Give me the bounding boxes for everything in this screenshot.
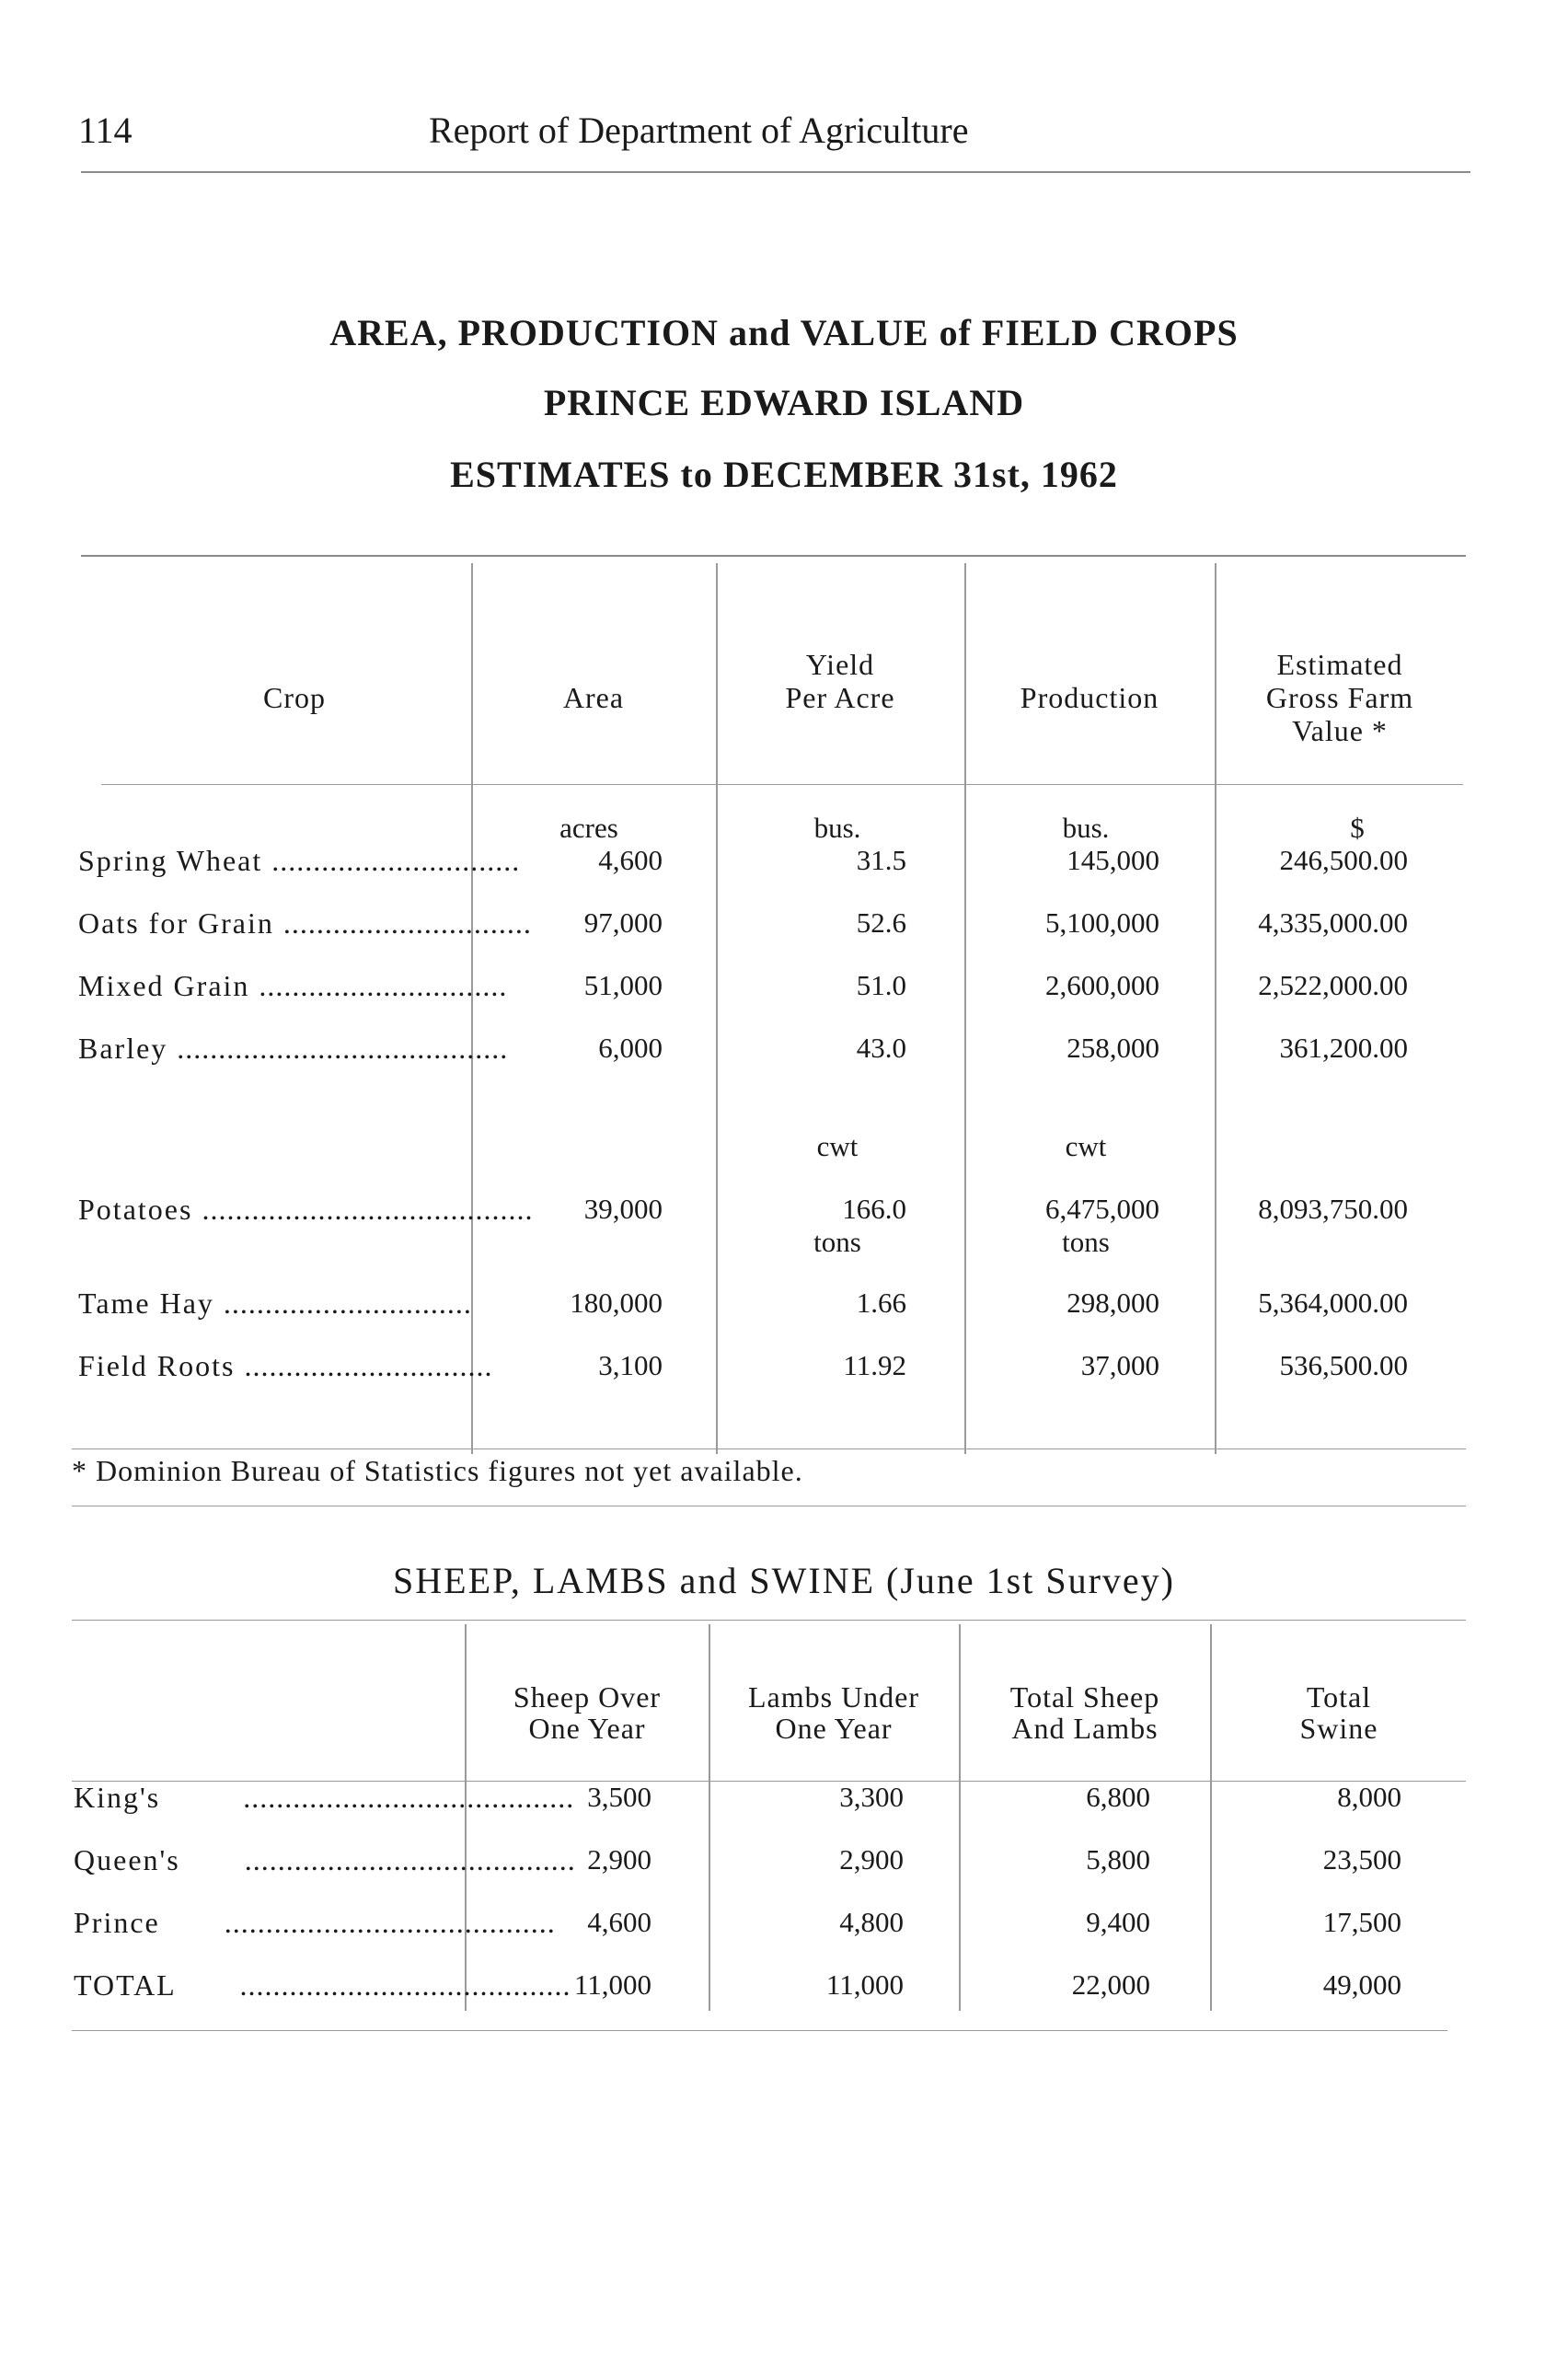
total-sheep-value: 9,400 <box>1086 1906 1150 1938</box>
value-amount: 8,093,750.00 <box>1258 1193 1408 1225</box>
column-header-yield: Yield <box>805 648 875 681</box>
table-row-label: Potatoes ........................................ <box>78 1193 534 1226</box>
sheep-value: 4,600 <box>587 1906 651 1938</box>
swine-value: 49,000 <box>1322 1968 1401 2001</box>
unit-area: acres <box>559 812 618 844</box>
production-value: 298,000 <box>1066 1287 1159 1319</box>
header-rule <box>81 171 1470 173</box>
column-divider <box>471 563 473 1454</box>
area-value: 3,100 <box>598 1349 663 1381</box>
area-value: 6,000 <box>598 1032 663 1064</box>
column-header-value-gross: Gross Farm <box>1265 681 1414 714</box>
unit-production: bus. <box>1062 812 1110 844</box>
swine-value: 17,500 <box>1322 1906 1401 1938</box>
table-row-label: Mixed Grain .............................. <box>78 969 508 1002</box>
table-row-label-total: TOTAL ........................................ <box>74 1968 571 2002</box>
table-row-label: King's ........................................ <box>74 1781 575 1814</box>
lambs-value: 3,300 <box>839 1781 904 1813</box>
yield-value: 31.5 <box>856 844 906 876</box>
column-header-area: Area <box>562 681 625 714</box>
column-header-lambs: Lambs Under <box>747 1680 920 1714</box>
yield-value: 166.0 <box>842 1193 906 1225</box>
table-bottom-rule <box>72 2030 1447 2031</box>
production-value: 6,475,000 <box>1045 1193 1159 1225</box>
field-crops-subtitle: PRINCE EDWARD ISLAND <box>543 382 1025 423</box>
table-top-rule <box>81 555 1466 557</box>
swine-value: 8,000 <box>1337 1781 1401 1813</box>
sheep-value: 3,500 <box>587 1781 651 1813</box>
swine-value: 23,500 <box>1322 1843 1401 1875</box>
area-value: 180,000 <box>570 1287 663 1319</box>
table-row-label: Barley ........................................ <box>78 1032 509 1065</box>
yield-value: 51.0 <box>856 969 906 1001</box>
sheep-value: 11,000 <box>573 1968 651 2001</box>
unit-yield: bus. <box>813 812 861 844</box>
column-header-total-sheep: Total Sheep <box>1009 1680 1160 1714</box>
yield-value: 1.66 <box>856 1287 906 1319</box>
unit-production-cwt: cwt <box>1065 1130 1107 1162</box>
value-amount: 5,364,000.00 <box>1258 1287 1408 1319</box>
value-amount: 2,522,000.00 <box>1258 969 1408 1001</box>
production-value: 37,000 <box>1080 1349 1159 1381</box>
value-amount: 536,500.00 <box>1279 1349 1408 1381</box>
column-header-value-note: Value * <box>1292 714 1388 747</box>
production-value: 2,600,000 <box>1045 969 1159 1001</box>
table-row-label: Tame Hay .............................. <box>78 1287 472 1320</box>
column-header-lambs-age: One Year <box>775 1712 893 1745</box>
table-row-label: Spring Wheat .............................. <box>78 844 521 877</box>
page-number: 114 <box>78 110 133 151</box>
unit-yield-cwt: cwt <box>816 1130 859 1162</box>
livestock-title: SHEEP, LAMBS and SWINE (June 1st Survey) <box>393 1560 1175 1601</box>
column-header-sheep: Sheep Over <box>513 1680 662 1714</box>
total-sheep-value: 22,000 <box>1071 1968 1150 2001</box>
table-header-rule <box>101 784 1463 785</box>
column-divider <box>465 1624 467 2011</box>
table-row-label: Field Roots .............................. <box>78 1349 493 1382</box>
value-amount: 4,335,000.00 <box>1258 906 1408 939</box>
lambs-value: 4,800 <box>839 1906 904 1938</box>
area-value: 39,000 <box>583 1193 663 1225</box>
footnote: * Dominion Bureau of Statistics figures not yet available. <box>72 1454 803 1487</box>
total-sheep-value: 6,800 <box>1086 1781 1150 1813</box>
yield-value: 43.0 <box>856 1032 906 1064</box>
field-crops-date: ESTIMATES to DECEMBER 31st, 1962 <box>450 454 1118 495</box>
column-header-production: Production <box>1020 681 1159 714</box>
value-amount: 246,500.00 <box>1279 844 1408 876</box>
column-header-total-sheep-2: And Lambs <box>1011 1712 1159 1745</box>
area-value: 51,000 <box>583 969 663 1001</box>
area-value: 97,000 <box>583 906 663 939</box>
value-amount: 361,200.00 <box>1279 1032 1408 1064</box>
field-crops-title: AREA, PRODUCTION and VALUE of FIELD CROPS <box>329 312 1239 353</box>
yield-value: 52.6 <box>856 906 906 939</box>
column-header-yield-per-acre: Per Acre <box>785 681 895 714</box>
production-value: 258,000 <box>1066 1032 1159 1064</box>
unit-value: $ <box>1350 812 1365 844</box>
area-value: 4,600 <box>598 844 663 876</box>
table-row-label: Queen's ........................................ <box>74 1843 576 1876</box>
lambs-value: 2,900 <box>839 1843 904 1875</box>
production-value: 5,100,000 <box>1045 906 1159 939</box>
unit-production-tons: tons <box>1062 1226 1110 1258</box>
column-header-crop: Crop <box>263 681 326 714</box>
column-header-swine-2: Swine <box>1299 1712 1378 1745</box>
table-bottom-rule <box>72 1448 1466 1449</box>
column-header-value: Estimated <box>1276 648 1403 681</box>
yield-value: 11.92 <box>843 1349 906 1381</box>
table-top-rule <box>72 1620 1466 1621</box>
table-row-label: Oats for Grain .............................. <box>78 906 532 940</box>
running-title: Report of Department of Agriculture <box>429 110 969 151</box>
production-value: 145,000 <box>1066 844 1159 876</box>
table-row-label: Prince ........................................ <box>74 1906 556 1939</box>
lambs-value: 11,000 <box>825 1968 904 2001</box>
sheep-value: 2,900 <box>587 1843 651 1875</box>
column-header-sheep-age: One Year <box>528 1712 646 1745</box>
column-header-swine: Total <box>1306 1680 1372 1714</box>
total-sheep-value: 5,800 <box>1086 1843 1150 1875</box>
unit-yield-tons: tons <box>813 1226 861 1258</box>
